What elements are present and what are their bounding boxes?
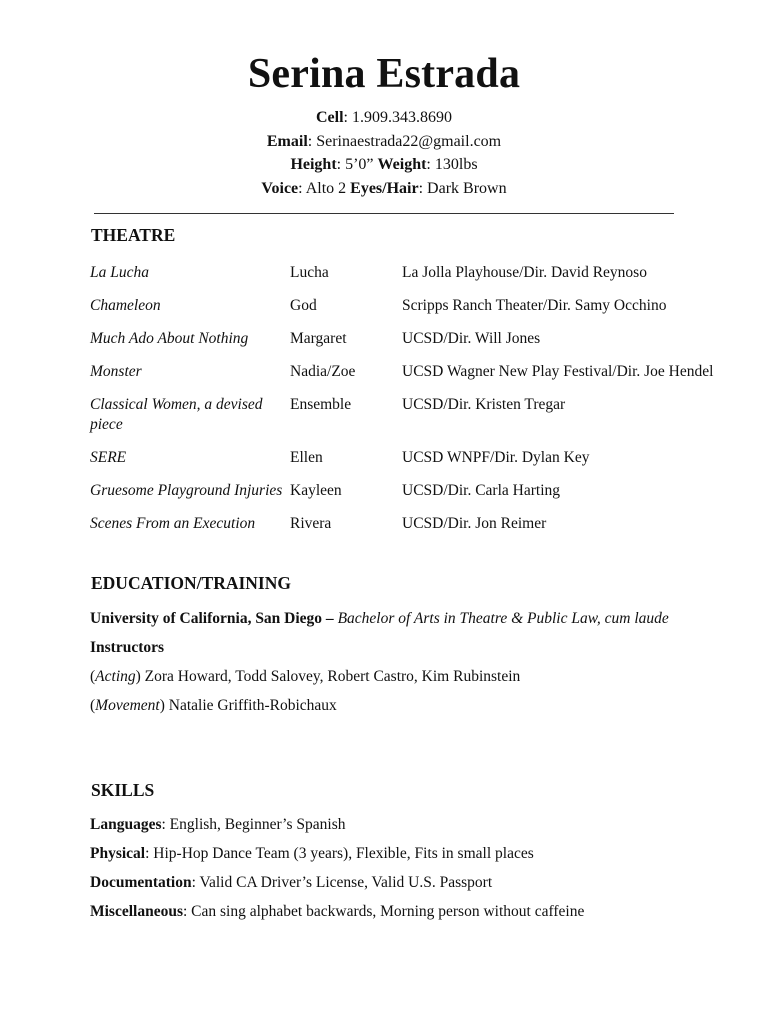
credit-venue: UCSD WNPF/Dir. Dylan Key xyxy=(402,449,590,466)
section-title-theatre: THEATRE xyxy=(91,225,176,245)
credit-venue: UCSD/Dir. Jon Reimer xyxy=(402,515,547,532)
eyes-hair-value: : Dark Brown xyxy=(418,180,507,197)
skill-value: : Valid CA Driver’s License, Valid U.S. Passport xyxy=(191,874,493,891)
skill-label: Miscellaneous xyxy=(90,903,183,920)
credit-venue: UCSD/Dir. Carla Harting xyxy=(402,482,560,499)
skill-line xyxy=(90,897,730,926)
theatre-credits xyxy=(90,263,750,547)
credit-role: Nadia/Zoe xyxy=(290,363,356,380)
education-block xyxy=(90,604,680,720)
credit-row xyxy=(90,481,750,501)
credit-venue: UCSD/Dir. Kristen Tregar xyxy=(402,396,566,413)
instructors-movement xyxy=(90,691,680,720)
credit-show: Much Ado About Nothing xyxy=(90,330,249,347)
paren-open: ( xyxy=(90,668,96,685)
section-title-education: EDUCATION/TRAINING xyxy=(91,573,291,593)
skill-line xyxy=(90,868,730,897)
education-degree: Bachelor of Arts in Theatre & Public Law, cum laude xyxy=(333,610,669,627)
credit-row xyxy=(90,329,750,349)
voice-value: : Alto 2 xyxy=(298,180,351,197)
cell-label: Cell xyxy=(316,109,344,126)
credit-venue: UCSD Wagner New Play Festival/Dir. Joe Hendel xyxy=(402,363,714,380)
credit-show: SERE xyxy=(90,449,127,466)
section-title-skills: SKILLS xyxy=(91,780,155,800)
education-school: University of California, San Diego – xyxy=(90,610,334,627)
email-value: : Serinaestrada22@gmail.com xyxy=(307,133,502,150)
credit-row xyxy=(90,362,750,382)
height-label: Height xyxy=(290,156,337,173)
credit-show: Scenes From an Execution xyxy=(90,515,256,532)
credit-venue: Scripps Ranch Theater/Dir. Samy Occhino xyxy=(402,297,667,314)
instructors-label: Instructors xyxy=(90,639,165,656)
credit-row xyxy=(90,448,750,468)
credit-role: Kayleen xyxy=(290,482,342,499)
education-degree-line xyxy=(90,604,680,633)
skills-block xyxy=(90,810,730,926)
eyes-hair-label: Eyes/Hair xyxy=(350,180,419,197)
contact-height-weight xyxy=(0,155,768,175)
movement-names: ) Natalie Griffith-Robichaux xyxy=(159,697,337,714)
email-label: Email xyxy=(266,133,308,150)
contact-voice-eyes xyxy=(0,179,768,199)
credit-show: Monster xyxy=(90,363,142,380)
credit-show: Gruesome Playground Injuries xyxy=(90,482,283,499)
skill-value: : Can sing alphabet backwards, Morning person without caffeine xyxy=(183,903,585,920)
skill-value: : English, Beginner’s Spanish xyxy=(161,816,346,833)
acting-names: ) Zora Howard, Todd Salovey, Robert Castro, Kim Rubinstein xyxy=(135,668,521,685)
movement-label: Movement xyxy=(95,697,160,714)
credit-show: Chameleon xyxy=(90,297,161,314)
instructors-acting xyxy=(90,662,680,691)
contact-cell xyxy=(0,108,768,128)
credit-role: Ellen xyxy=(290,449,323,466)
credit-row xyxy=(90,296,750,316)
voice-label: Voice xyxy=(261,180,299,197)
weight-label: Weight xyxy=(377,156,427,173)
skill-line xyxy=(90,810,730,839)
credit-role: Lucha xyxy=(290,264,329,281)
credit-role: God xyxy=(290,297,317,314)
skill-line xyxy=(90,839,730,868)
credit-row xyxy=(90,395,750,435)
credit-row xyxy=(90,514,750,534)
credit-venue: UCSD/Dir. Will Jones xyxy=(402,330,541,347)
credit-show: La Lucha xyxy=(90,264,149,281)
paren-open: ( xyxy=(90,697,96,714)
height-value: : 5’0” xyxy=(336,156,378,173)
credit-row xyxy=(90,263,750,283)
resume-name: Serina Estrada xyxy=(247,51,521,97)
acting-label: Acting xyxy=(95,668,136,685)
credit-role: Ensemble xyxy=(290,396,352,413)
skill-label: Documentation xyxy=(90,874,192,891)
credit-role: Rivera xyxy=(290,515,332,532)
credit-role: Margaret xyxy=(290,330,347,347)
skill-label: Languages xyxy=(90,816,162,833)
credit-show: Classical Women, a devised piece xyxy=(90,396,263,433)
cell-value: : 1.909.343.8690 xyxy=(343,109,452,126)
credit-venue: La Jolla Playhouse/Dir. David Reynoso xyxy=(402,264,647,281)
skill-label: Physical xyxy=(90,845,146,862)
contact-email xyxy=(0,132,768,152)
skill-value: : Hip-Hop Dance Team (3 years), Flexible, Fits in small places xyxy=(145,845,534,862)
weight-value: : 130lbs xyxy=(426,156,478,173)
header-divider xyxy=(94,213,674,214)
